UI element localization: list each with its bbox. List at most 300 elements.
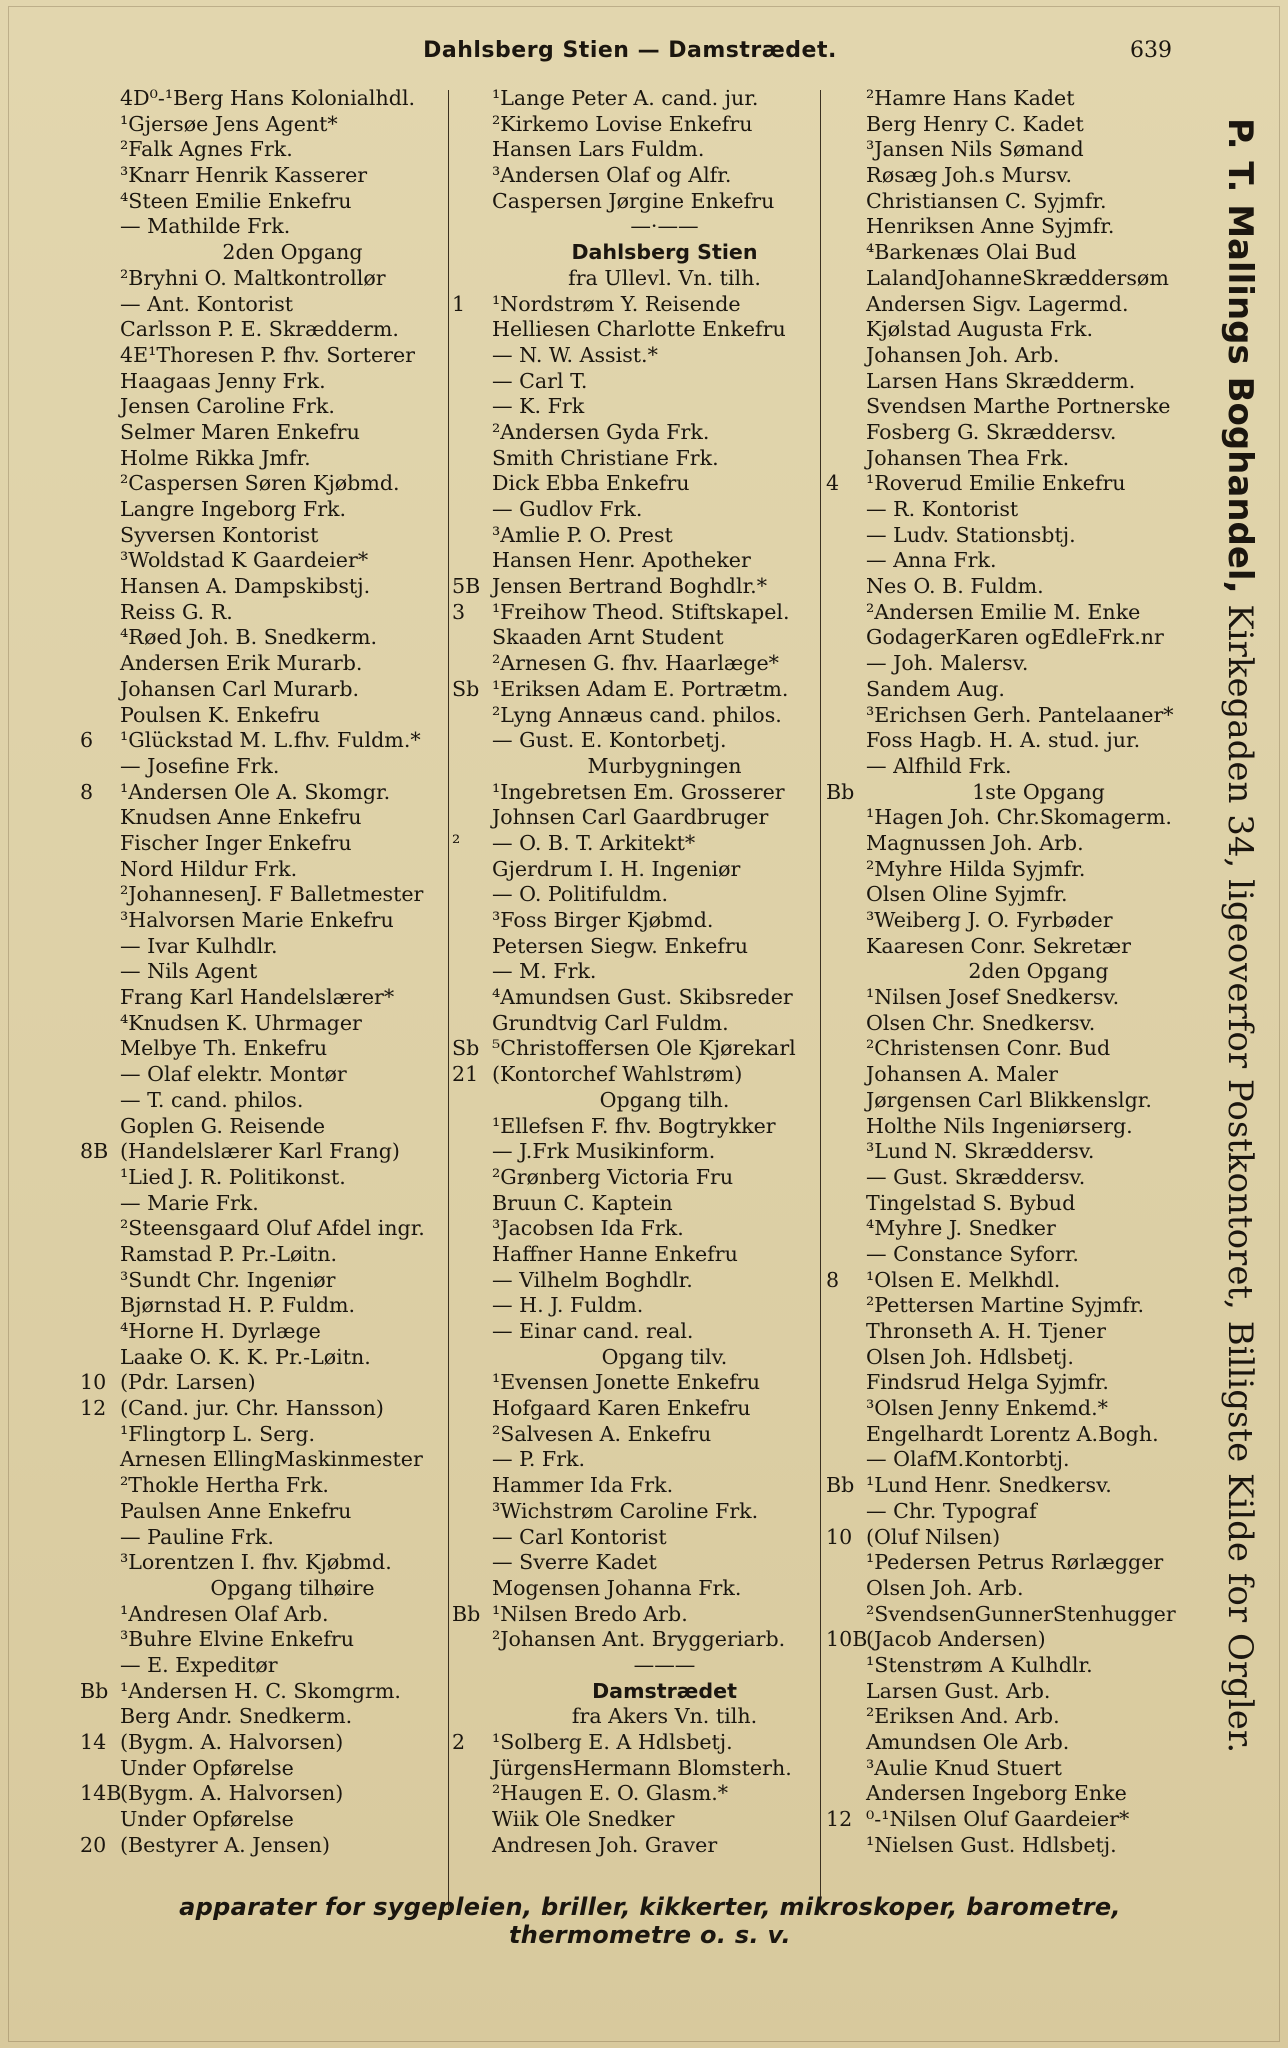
directory-entry	[80, 548, 465, 574]
directory-entry	[80, 959, 465, 985]
resident-text: Dahlsberg Stien	[571, 240, 758, 265]
resident-text: Helliesen Charlotte Enkefru	[492, 317, 786, 342]
house-number	[826, 1242, 866, 1268]
directory-entry	[452, 369, 837, 395]
directory-entry	[826, 908, 1211, 934]
directory-entry	[826, 112, 1211, 138]
house-number	[80, 163, 120, 189]
resident-text: Olsen Oline Syjmfr.	[866, 882, 1068, 907]
house-number	[826, 112, 866, 138]
resident-text: ⁵Christoffersen Ole Kjørekarl	[492, 1036, 796, 1061]
house-number	[80, 1653, 120, 1679]
house-number	[80, 1191, 120, 1217]
directory-entry	[826, 497, 1211, 523]
directory-entry	[452, 446, 837, 472]
resident-text: ¹Ingebretsen Em. Grosserer	[492, 779, 785, 804]
resident-text: ³Andersen Olaf og Alfr.	[492, 163, 732, 188]
house-number	[826, 728, 866, 754]
house-number	[452, 1781, 492, 1807]
resident-text: Paulsen Anne Enkefru	[120, 1498, 352, 1523]
house-number	[826, 523, 866, 549]
directory-entry	[80, 394, 465, 420]
directory-entry	[826, 86, 1211, 112]
house-number	[826, 343, 866, 369]
resident-text: ¹Pedersen Petrus Rørlægger	[866, 1550, 1164, 1575]
house-number	[826, 651, 866, 677]
resident-text: — Olaf elektr. Montør	[120, 1062, 347, 1087]
directory-entry	[80, 1165, 465, 1191]
house-number	[826, 1293, 866, 1319]
directory-entry	[826, 189, 1211, 215]
resident-text: ¹Stenstrøm A Kulhdlr.	[866, 1652, 1093, 1677]
house-number	[80, 908, 120, 934]
directory-entry	[826, 1447, 1211, 1473]
house-number	[452, 343, 492, 369]
directory-entry	[826, 523, 1211, 549]
directory-entry	[80, 1011, 465, 1037]
resident-text: ¹Ellefsen F. fhv. Bogtrykker	[492, 1113, 776, 1138]
directory-entry	[80, 523, 465, 549]
directory-entry	[80, 1319, 465, 1345]
directory-entry	[452, 882, 837, 908]
directory-entry	[826, 625, 1211, 651]
directory-column-3	[826, 86, 1211, 1858]
resident-text: 4E¹Thoresen P. fhv. Sorterer	[120, 342, 416, 367]
house-number	[452, 189, 492, 215]
house-number	[452, 548, 492, 574]
house-number	[452, 1242, 492, 1268]
house-number: Sb	[452, 1036, 480, 1061]
house-number	[452, 240, 492, 266]
house-number: 8B	[80, 1139, 109, 1164]
resident-text: ¹Nilsen Josef Snedkersv.	[866, 985, 1120, 1010]
house-number	[826, 317, 866, 343]
house-number: 8	[826, 1267, 840, 1292]
directory-entry	[80, 1550, 465, 1576]
house-number	[452, 1191, 492, 1217]
house-number	[452, 369, 492, 395]
resident-text: (Jacob Andersen)	[866, 1627, 1046, 1652]
directory-entry	[80, 1833, 465, 1859]
house-number	[80, 266, 120, 292]
resident-text: ²Salvesen A. Enkefru	[492, 1421, 712, 1446]
house-number	[452, 86, 492, 112]
directory-entry	[80, 600, 465, 626]
resident-text: ¹Hagen Joh. Chr.Skomagerm.	[866, 805, 1172, 830]
resident-text: (Pdr. Larsen)	[120, 1370, 256, 1395]
resident-text: ¹Evensen Jonette Enkefru	[492, 1370, 761, 1395]
resident-text: Frang Karl Handelslærer*	[120, 985, 395, 1010]
street-heading	[452, 240, 837, 266]
resident-text: ²Myhre Hilda Syjmfr.	[866, 856, 1086, 881]
resident-text: Henriksen Anne Syjmfr.	[866, 214, 1115, 239]
resident-text: (Handelslærer Karl Frang)	[120, 1139, 400, 1164]
directory-entry	[452, 728, 837, 754]
house-number: 21	[452, 1062, 479, 1087]
house-number	[452, 1833, 492, 1859]
resident-text: ³Knarr Henrik Kasserer	[120, 163, 368, 188]
directory-entry	[452, 1088, 837, 1114]
house-number	[826, 882, 866, 908]
house-number	[826, 677, 866, 703]
house-number	[80, 343, 120, 369]
house-number	[452, 1653, 492, 1679]
resident-text: Olsen Joh. Hdlsbetj.	[866, 1344, 1074, 1369]
resident-text: — Josefine Frk.	[120, 753, 280, 778]
directory-entry	[452, 1781, 837, 1807]
directory-entry	[452, 1139, 837, 1165]
directory-entry	[452, 703, 837, 729]
house-number	[826, 1499, 866, 1525]
house-number	[826, 1422, 866, 1448]
house-number	[80, 959, 120, 985]
resident-text: ⁴Røed Joh. B. Snedkerm.	[120, 625, 378, 650]
resident-text: ⁴Myhre J. Snedker	[866, 1216, 1056, 1241]
resident-text: Bjørnstad H. P. Fuldm.	[120, 1293, 356, 1318]
directory-entry	[80, 754, 465, 780]
house-number	[80, 1447, 120, 1473]
resident-text: ³Foss Birger Kjøbmd.	[492, 908, 714, 932]
house-number	[80, 112, 120, 138]
resident-text: Under Opførelse	[120, 1807, 294, 1832]
resident-text: ²Thokle Hertha Frk.	[120, 1473, 329, 1498]
directory-entry	[80, 163, 465, 189]
directory-entry	[826, 317, 1211, 343]
house-number	[452, 266, 492, 292]
resident-text: Fischer Inger Enkefru	[120, 830, 352, 855]
directory-entry	[452, 1833, 837, 1859]
house-number	[826, 805, 866, 831]
house-number	[826, 189, 866, 215]
resident-text: GodagerKaren ogEdleFrk.nr	[866, 625, 1164, 650]
directory-entry	[826, 1602, 1211, 1628]
directory-entry	[80, 1422, 465, 1448]
directory-entry	[452, 805, 837, 831]
house-number	[80, 1011, 120, 1037]
directory-entry	[80, 292, 465, 318]
house-number	[826, 137, 866, 163]
directory-entry	[452, 908, 837, 934]
resident-text: Smith Christiane Frk.	[492, 445, 719, 470]
resident-text: ³Sundt Chr. Ingeniør	[120, 1267, 336, 1292]
resident-text: ¹Lund Henr. Snedkersv.	[866, 1473, 1112, 1498]
house-number	[80, 497, 120, 523]
street-heading	[452, 1679, 837, 1705]
directory-entry	[452, 343, 837, 369]
directory-entry	[826, 1139, 1211, 1165]
house-number	[452, 780, 492, 806]
directory-entry	[826, 1576, 1211, 1602]
directory-entry	[826, 882, 1211, 908]
resident-text: ⁰-¹Nilsen Oluf Gaardeier*	[866, 1807, 1130, 1832]
house-number	[826, 857, 866, 883]
resident-text: ¹Lied J. R. Politikonst.	[120, 1164, 346, 1189]
house-number	[80, 1756, 120, 1782]
directory-entry	[80, 625, 465, 651]
directory-entry	[80, 1139, 465, 1165]
resident-text: ¹Flingtorp L. Serg.	[120, 1421, 316, 1446]
directory-entry	[826, 754, 1211, 780]
directory-entry	[826, 1833, 1211, 1859]
directory-entry	[80, 1062, 465, 1088]
directory-entry	[826, 677, 1211, 703]
house-number	[826, 703, 866, 729]
house-number	[826, 1088, 866, 1114]
house-number	[452, 1627, 492, 1653]
house-number	[826, 574, 866, 600]
resident-text: Langre Ingeborg Frk.	[120, 497, 347, 521]
directory-entry	[80, 651, 465, 677]
resident-text: ⁴Horne H. Dyrlæge	[120, 1319, 321, 1343]
directory-entry	[80, 857, 465, 883]
resident-text: ¹Glückstad M. L.fhv. Fuldm.*	[120, 728, 421, 753]
house-number	[452, 1370, 492, 1396]
resident-text: ²Johansen Ant. Bryggeriarb.	[492, 1627, 786, 1652]
house-number	[826, 369, 866, 395]
resident-text: Magnussen Joh. Arb.	[866, 830, 1084, 855]
directory-entry	[80, 1704, 465, 1730]
house-number	[80, 985, 120, 1011]
house-number	[826, 1730, 866, 1756]
house-number	[452, 1165, 492, 1191]
side-advertisement	[1200, 118, 1270, 1754]
house-number	[826, 1833, 866, 1859]
resident-text: ⁴Barkenæs Olai Bud	[866, 240, 1077, 265]
directory-entry	[452, 292, 837, 318]
resident-text: Johansen Thea Frk.	[866, 445, 1070, 470]
resident-text: ²Eriksen And. Arb.	[866, 1704, 1060, 1729]
resident-text: Johansen Carl Murarb.	[120, 676, 360, 701]
directory-entry	[452, 1036, 837, 1062]
resident-text: Kjølstad Augusta Frk.	[866, 317, 1094, 342]
directory-entry	[826, 1114, 1211, 1140]
directory-entry	[826, 1088, 1211, 1114]
directory-entry	[452, 754, 837, 780]
resident-text: Caspersen Jørgine Enkefru	[492, 188, 775, 213]
house-number: 4	[826, 471, 840, 496]
directory-entry	[826, 728, 1211, 754]
house-number	[826, 1370, 866, 1396]
house-number: Bb	[452, 1601, 481, 1626]
directory-entry	[452, 1602, 837, 1628]
house-number	[80, 1499, 120, 1525]
resident-text: Andresen Joh. Graver	[492, 1832, 718, 1857]
house-number	[452, 908, 492, 934]
house-number	[452, 1679, 492, 1705]
resident-text: — Gust. Skræddersv.	[866, 1164, 1086, 1189]
directory-entry	[452, 1396, 837, 1422]
resident-text: — H. J. Fuldm.	[492, 1293, 644, 1318]
house-number: Bb	[826, 779, 855, 804]
directory-entry	[826, 1319, 1211, 1345]
house-number	[80, 1576, 120, 1602]
resident-text: ³Lorentzen I. fhv. Kjøbmd.	[120, 1550, 392, 1575]
house-number	[826, 1756, 866, 1782]
house-number: Bb	[80, 1678, 109, 1703]
resident-text: Holme Rikka Jmfr.	[120, 445, 311, 470]
resident-text: Hofgaard Karen Enkefru	[492, 1396, 751, 1421]
resident-text: Poulsen K. Enkefru	[120, 702, 321, 727]
resident-text: Nord Hildur Frk.	[120, 856, 298, 881]
resident-text: Olsen Joh. Arb.	[866, 1575, 1024, 1600]
house-number	[80, 137, 120, 163]
house-number	[452, 959, 492, 985]
house-number	[452, 1704, 492, 1730]
directory-entry	[80, 1447, 465, 1473]
resident-text: Wiik Ole Snedker	[492, 1807, 675, 1832]
resident-text: ²Steensgaard Oluf Afdel ingr.	[120, 1216, 425, 1241]
directory-entry	[452, 1653, 837, 1679]
resident-text: — Mathilde Frk.	[120, 214, 291, 239]
directory-entry	[826, 1165, 1211, 1191]
resident-text: ³Jacobsen Ida Frk.	[492, 1216, 684, 1241]
resident-text: ¹Nordstrøm Y. Reisende	[492, 291, 741, 316]
resident-text: — Marie Frk.	[120, 1190, 259, 1215]
directory-entry	[826, 1499, 1211, 1525]
house-number	[826, 1345, 866, 1371]
resident-text: — P. Frk.	[492, 1447, 586, 1472]
directory-entry	[826, 1293, 1211, 1319]
directory-entry	[80, 677, 465, 703]
resident-text: ³Halvorsen Marie Enkefru	[120, 908, 394, 932]
resident-text: Holthe Nils Ingeniørserg.	[866, 1113, 1133, 1138]
house-number	[452, 625, 492, 651]
directory-entry	[452, 1114, 837, 1140]
directory-entry	[826, 1396, 1211, 1422]
resident-text: Berg Andr. Snedkerm.	[120, 1704, 353, 1729]
directory-entry	[452, 1062, 837, 1088]
house-number	[826, 959, 866, 985]
resident-text: ²Andersen Emilie M. Enke	[866, 599, 1141, 624]
resident-text: ²Bryhni O. Maltkontrollør	[120, 265, 386, 290]
directory-entry	[80, 446, 465, 472]
house-number: ²	[452, 830, 461, 855]
house-number	[452, 1319, 492, 1345]
house-number	[826, 1165, 866, 1191]
resident-text: — M. Frk.	[492, 959, 597, 984]
side-ad-bold-text: P. T. Mallings Boghandel,	[1220, 118, 1260, 594]
resident-text: ¹Andresen Olaf Arb.	[120, 1601, 329, 1626]
directory-entry	[452, 959, 837, 985]
directory-entry	[826, 1011, 1211, 1037]
footer-advertisement: apparater for sygepleien, briller, kikkerter, mikroskoper, barometre, thermometre o. s. v.	[179, 1893, 1121, 1949]
house-number	[826, 625, 866, 651]
house-number	[80, 446, 120, 472]
resident-text: ⁴Knudsen K. Uhrmager	[120, 1010, 362, 1035]
resident-text: Kaaresen Conr. Sekretær	[866, 933, 1131, 958]
directory-entry	[80, 471, 465, 497]
directory-entry	[826, 1036, 1211, 1062]
directory-entry	[826, 1422, 1211, 1448]
resident-text: — Anna Frk.	[866, 548, 997, 573]
directory-entry	[826, 369, 1211, 395]
directory-entry	[80, 1807, 465, 1833]
resident-text: — Pauline Frk.	[120, 1524, 274, 1549]
resident-text: Haagaas Jenny Frk.	[120, 368, 326, 393]
house-number	[80, 600, 120, 626]
directory-entry	[452, 1242, 837, 1268]
resident-text: Christiansen C. Syjmfr.	[866, 188, 1107, 213]
resident-text: (Cand. jur. Chr. Hansson)	[120, 1396, 384, 1421]
directory-entry	[452, 189, 837, 215]
resident-text: — Chr. Typograf	[866, 1498, 1037, 1523]
resident-text: — Carl Kontorist	[492, 1524, 667, 1549]
directory-entry	[452, 523, 837, 549]
directory-column-2	[452, 86, 837, 1858]
house-number	[826, 163, 866, 189]
house-number	[452, 1447, 492, 1473]
directory-entry	[826, 703, 1211, 729]
house-number	[826, 1062, 866, 1088]
house-number	[826, 600, 866, 626]
directory-entry	[80, 343, 465, 369]
directory-entry	[452, 1550, 837, 1576]
directory-entry	[826, 959, 1211, 985]
resident-text: — Ivar Kulhdlr.	[120, 933, 278, 958]
directory-entry	[452, 1370, 837, 1396]
directory-entry	[452, 1191, 837, 1217]
resident-text: ¹Andersen H. C. Skomgrm.	[120, 1678, 401, 1703]
house-number	[826, 1679, 866, 1705]
house-number	[80, 651, 120, 677]
resident-text: Amundsen Ole Arb.	[866, 1730, 1070, 1754]
directory-entry	[452, 1627, 837, 1653]
resident-text: JürgensHermann Blomsterh.	[492, 1755, 792, 1780]
resident-text: Carlsson P. E. Skrædderm.	[120, 317, 399, 342]
directory-entry	[452, 1216, 837, 1242]
resident-text: ¹Lange Peter A. cand. jur.	[492, 86, 759, 110]
resident-text: Larsen Gust. Arb.	[866, 1678, 1051, 1703]
resident-text: — Constance Syforr.	[866, 1241, 1079, 1266]
directory-entry	[452, 1422, 837, 1448]
resident-text: Foss Hagb. H. A. stud. jur.	[866, 728, 1141, 753]
resident-text: Bruun C. Kaptein	[492, 1190, 673, 1215]
resident-text: Murbygningen	[587, 753, 742, 778]
house-number	[452, 985, 492, 1011]
house-number: Bb	[826, 1473, 855, 1498]
directory-entry	[826, 137, 1211, 163]
directory-entry	[80, 728, 465, 754]
house-number	[80, 1473, 120, 1499]
house-number	[452, 137, 492, 163]
house-number	[826, 1576, 866, 1602]
house-number: 2	[452, 1730, 466, 1754]
resident-text: (Bestyrer A. Jensen)	[120, 1832, 330, 1857]
resident-text: Petersen Siegw. Enkefru	[492, 933, 749, 958]
directory-entry	[80, 137, 465, 163]
resident-text: — K. Frk	[492, 394, 585, 419]
resident-text: ²Arnesen G. fhv. Haarlæge*	[492, 651, 779, 676]
resident-text: Mogensen Johanna Frk.	[492, 1575, 742, 1600]
house-number	[826, 548, 866, 574]
house-number	[826, 1781, 866, 1807]
house-number	[452, 754, 492, 780]
resident-text: — Einar cand. real.	[492, 1319, 694, 1343]
directory-entry	[826, 1550, 1211, 1576]
house-number	[452, 805, 492, 831]
directory-entry	[452, 651, 837, 677]
house-number	[80, 1114, 120, 1140]
resident-text: ³Lund N. Skræddersv.	[866, 1139, 1095, 1164]
house-number	[826, 831, 866, 857]
resident-text: ²SvendsenGunnerStenhugger	[866, 1601, 1176, 1626]
resident-text: — Carl T.	[492, 368, 588, 393]
directory-entry	[452, 1268, 837, 1294]
resident-text: — Ant. Kontorist	[120, 291, 294, 316]
resident-text: Andersen Sigv. Lagermd.	[866, 291, 1129, 316]
house-number: 10	[826, 1524, 853, 1549]
house-number	[452, 497, 492, 523]
